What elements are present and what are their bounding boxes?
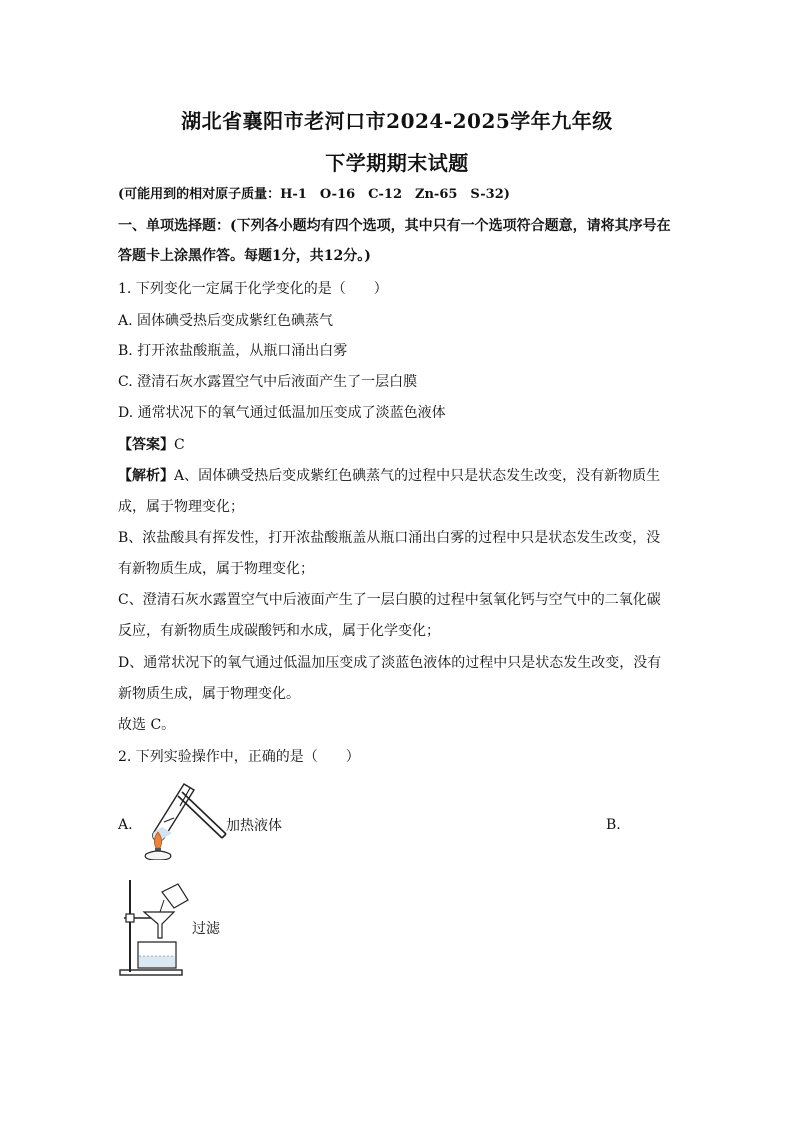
q1-analysis-line-6: 反应，有新物质生成碳酸钙和水成，属于化学变化； — [118, 623, 440, 639]
q1-analysis-line-3: B、浓盐酸具有挥发性，打开浓盐酸瓶盖从瓶口涌出白雾的过程中只是状态发生改变，没 — [118, 530, 661, 546]
q1-analysis-line-7: D、通常状况下的氧气通过低温加压变成了淡蓝色液体的过程中只是状态发生改变，没有 — [118, 655, 662, 671]
q1-analysis-line-1 — [118, 466, 660, 486]
q1-option-b: B. 打开浓盐酸瓶盖，从瓶口涌出白雾 — [118, 343, 348, 359]
heating-liquid-illustration — [134, 780, 234, 860]
q1-answer — [118, 435, 185, 455]
analysis-text: A、固体碘受热后变成紫红色碘蒸气的过程中只是状态发生改变，没有新物质生 — [174, 468, 661, 484]
atomic-mass-note: (可能用到的相对原子质量：H-1 O-16 C-12 Zn-65 S-32) — [118, 187, 510, 202]
q2-option-a-label: A. — [118, 817, 133, 833]
analysis-label: 【解析】 — [118, 468, 174, 484]
q2-option-b-label: B. — [606, 817, 621, 833]
q1-option-c: C. 澄清石灰水露置空气中后液面产生了一层白膜 — [118, 374, 418, 390]
section-heading-line-1: 一、单项选择题：(下列各小题均有四个选项，其中只有一个选项符合题意，请将其序号在 — [118, 218, 671, 234]
arrow-icon — [164, 818, 174, 822]
q1-option-a: A. 固体碘受热后变成紫红色碘蒸气 — [118, 313, 334, 329]
q2-option-b-caption: 过滤 — [192, 921, 220, 937]
answer-value: C — [174, 437, 185, 453]
alcohol-lamp-icon — [145, 848, 171, 860]
title-line-2: 下学期期末试题 — [325, 151, 469, 175]
pouring-beaker-icon — [160, 884, 188, 912]
title-line-1: 湖北省襄阳市老河口市2024-2025学年九年级 — [181, 109, 613, 133]
receiving-beaker-icon — [138, 942, 176, 968]
q1-analysis-line-5: C、澄清石灰水露置空气中后液面产生了一层白膜的过程中氢氧化钙与空气中的二氧化碳 — [118, 592, 661, 608]
q2-option-a-caption: 加热液体 — [226, 818, 282, 834]
q1-analysis-line-4: 有新物质生成，属于物理变化； — [118, 561, 314, 577]
q1-stem: 1. 下列变化一定属于化学变化的是（ ） — [118, 281, 388, 297]
section-heading-line-2: 答题卡上涂黑作答。每题1分，共12分。) — [118, 248, 371, 264]
q1-conclusion: 故选 C。 — [118, 717, 176, 733]
q1-analysis-line-2: 成，属于物理变化； — [118, 499, 244, 515]
q1-option-d: D. 通常状况下的氧气通过低温加压变成了淡蓝色液体 — [118, 405, 446, 421]
filtration-illustration — [116, 876, 192, 978]
q1-analysis-line-8: 新物质生成，属于物理变化。 — [118, 686, 300, 702]
q2-stem: 2. 下列实验操作中，正确的是（ ） — [118, 749, 360, 765]
answer-label: 【答案】 — [118, 437, 174, 453]
funnel-icon — [144, 912, 174, 938]
tube-holder-icon — [178, 788, 226, 838]
